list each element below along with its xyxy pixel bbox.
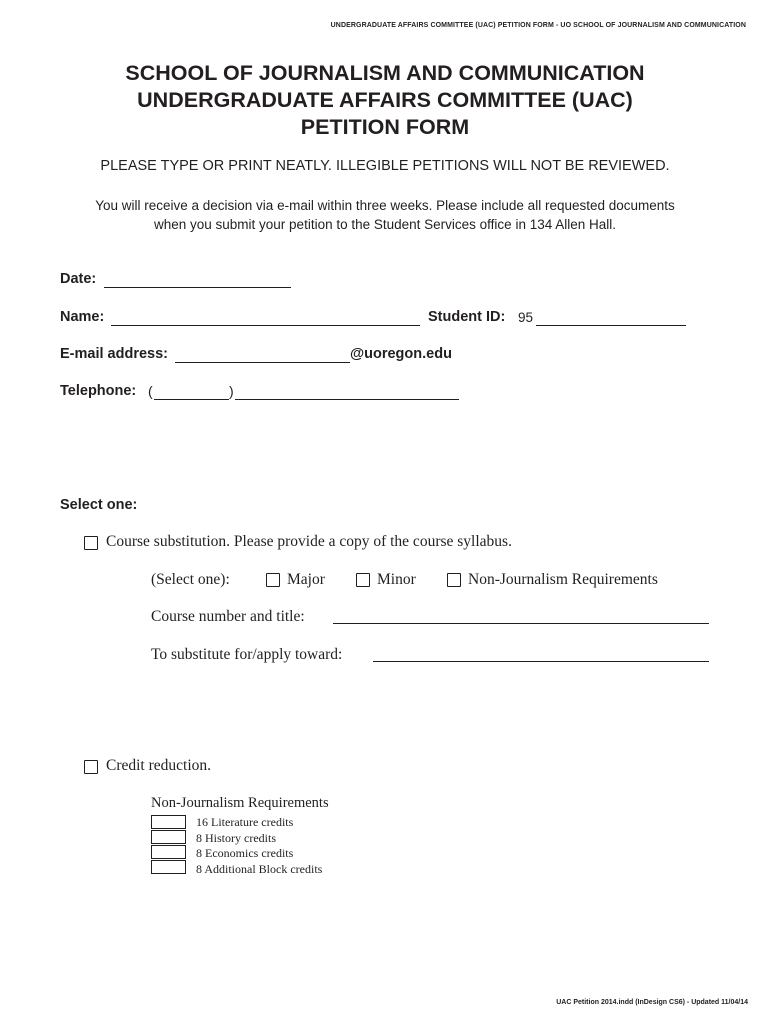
economics-credits-label: 8 Economics credits <box>196 846 294 860</box>
course-select-one-label: (Select one): <box>151 571 230 588</box>
footer-slug: UAC Petition 2014.indd (InDesign CS6) - Updated 11/04/14 <box>556 999 748 1006</box>
non-journalism-checkbox[interactable] <box>447 573 461 587</box>
economics-credits-box[interactable] <box>151 845 186 859</box>
non-journalism-label: Non-Journalism Requirements <box>468 571 658 588</box>
history-credits-label: 8 History credits <box>196 831 276 845</box>
course-number-field[interactable] <box>333 607 709 624</box>
date-label: Date: <box>60 271 97 287</box>
course-number-label: Course number and title: <box>151 608 305 625</box>
major-checkbox[interactable] <box>266 573 280 587</box>
student-id-label: Student ID: <box>428 309 506 325</box>
additional-block-credits-label: 8 Additional Block credits <box>196 862 323 876</box>
telephone-open-paren: ( <box>148 383 153 399</box>
info-line-2: when you submit your petition to the Student Services office in 134 Allen Hall. <box>153 217 617 232</box>
form-title <box>0 60 770 141</box>
additional-block-credits-box[interactable] <box>151 860 186 874</box>
substitute-field[interactable] <box>373 645 709 662</box>
legibility-notice: PLEASE TYPE OR PRINT NEATLY. ILLEGIBLE PETITIONS WILL NOT BE REVIEWED. <box>100 158 670 174</box>
student-id-field[interactable] <box>536 309 686 326</box>
course-substitution-label: Course substitution. Please provide a copy of the course syllabus. <box>106 533 512 550</box>
name-field[interactable] <box>111 309 420 326</box>
telephone-close-paren: ) <box>229 383 234 399</box>
non-journalism-heading: Non-Journalism Requirements <box>151 795 329 811</box>
title-line-2: UNDERGRADUATE AFFAIRS COMMITTEE (UAC) <box>137 88 633 112</box>
credit-reduction-label: Credit reduction. <box>106 757 212 774</box>
telephone-field[interactable] <box>235 383 459 400</box>
email-label: E-mail address: <box>60 346 168 362</box>
major-label: Major <box>287 571 325 588</box>
course-substitution-checkbox[interactable] <box>84 536 98 550</box>
name-label: Name: <box>60 309 105 325</box>
substitute-label: To substitute for/apply toward: <box>151 646 343 663</box>
credit-reduction-checkbox[interactable] <box>84 760 98 774</box>
telephone-label: Telephone: <box>60 383 137 399</box>
date-field[interactable] <box>104 271 291 288</box>
history-credits-box[interactable] <box>151 830 186 844</box>
minor-label: Minor <box>377 571 416 588</box>
literature-credits-box[interactable] <box>151 815 186 829</box>
minor-checkbox[interactable] <box>356 573 370 587</box>
student-id-prefix: 95 <box>518 310 534 325</box>
running-head: UNDERGRADUATE AFFAIRS COMMITTEE (UAC) PETITION FORM - UO SCHOOL OF JOURNALISM AND COMMUNICATION <box>330 22 746 29</box>
literature-credits-label: 16 Literature credits <box>196 815 294 829</box>
submission-info <box>60 196 710 234</box>
email-domain: @uoregon.edu <box>350 346 452 362</box>
email-field[interactable] <box>175 346 350 363</box>
select-one-heading: Select one: <box>60 497 138 513</box>
info-line-1: You will receive a decision via e-mail within three weeks. Please include all requested documents <box>95 198 675 213</box>
area-code-field[interactable] <box>154 383 229 400</box>
title-line-3: PETITION FORM <box>300 115 470 139</box>
title-line-1: SCHOOL OF JOURNALISM AND COMMUNICATION <box>125 61 645 85</box>
